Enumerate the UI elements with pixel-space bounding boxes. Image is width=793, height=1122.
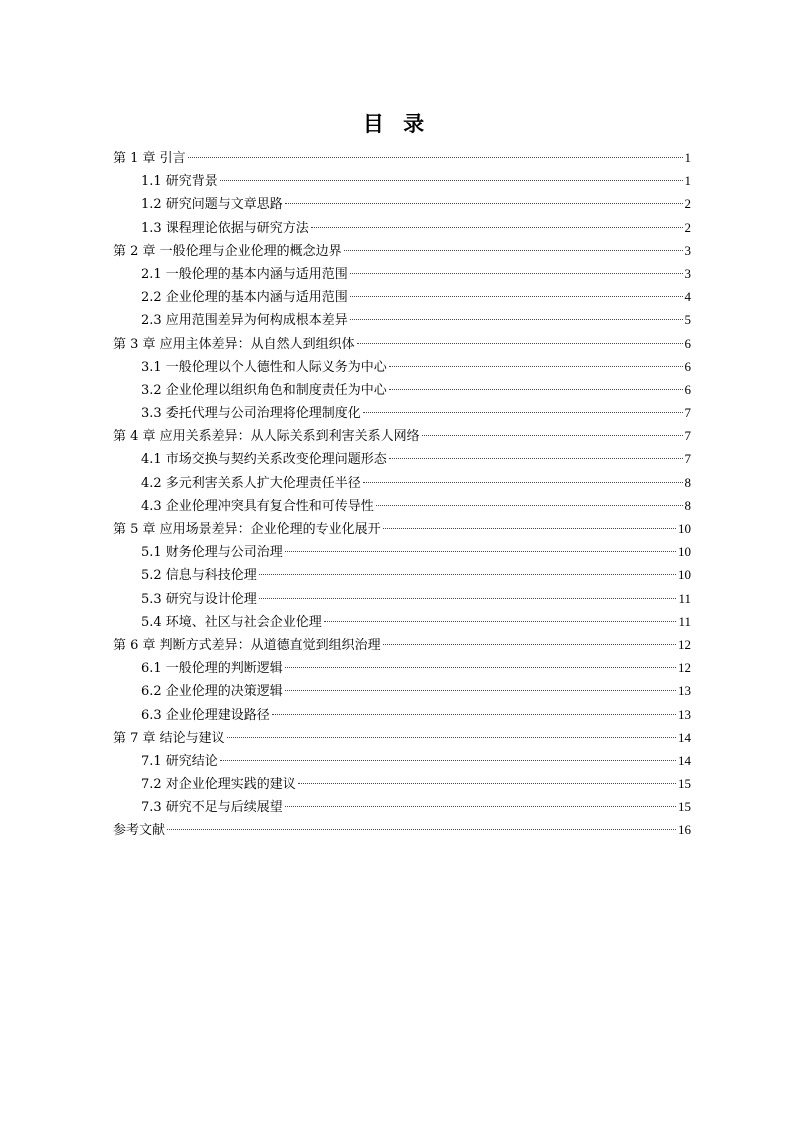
toc-page-number: 15 (678, 776, 691, 792)
toc-entry-label: 5.2 信息与科技伦理 (141, 568, 257, 584)
dot-leader (344, 250, 683, 251)
toc-section-entry[interactable] (113, 795, 691, 818)
toc-page-number: 4 (684, 289, 691, 305)
dot-leader (285, 690, 676, 691)
toc-page-number: 13 (678, 706, 691, 722)
toc-entry-label: 第 7 章 结论与建议 (113, 730, 225, 746)
toc-entry-label: 2.1 一般伦理的基本内涵与适用范围 (141, 266, 348, 282)
toc-page-number: 11 (678, 613, 691, 629)
toc-entry-label: 第 2 章 一般伦理与企业伦理的概念边界 (113, 243, 342, 259)
toc-page-number: 8 (684, 497, 691, 513)
toc-section-entry[interactable] (113, 401, 691, 424)
toc-section-entry[interactable] (113, 679, 691, 702)
toc-page-number: 10 (678, 521, 691, 536)
toc-section-entry[interactable] (113, 656, 691, 679)
dot-leader (363, 482, 683, 483)
toc-chapter-entry[interactable] (113, 146, 691, 169)
toc-chapter-entry[interactable] (113, 818, 691, 841)
toc-page-number: 5 (684, 312, 691, 328)
toc-entry-label: 6.1 一般伦理的判断逻辑 (141, 661, 283, 677)
toc-section-entry[interactable] (113, 772, 691, 795)
dot-leader (259, 598, 677, 599)
toc-page-number: 10 (678, 567, 691, 583)
dot-leader (285, 806, 676, 807)
page-title: 目 录 (362, 111, 431, 137)
toc-section-entry[interactable] (113, 285, 691, 308)
toc-page-number: 7 (684, 451, 691, 467)
toc-section-entry[interactable] (113, 355, 691, 378)
dot-leader (285, 203, 683, 204)
toc-entry-label: 4.2 多元利害关系人扩大伦理责任半径 (141, 475, 361, 491)
toc-chapter-entry[interactable] (113, 239, 691, 262)
toc-entry-label: 第 1 章 引言 (113, 151, 186, 166)
dot-leader (383, 644, 676, 645)
toc-page-number: 16 (678, 822, 691, 838)
toc-page-number: 3 (684, 265, 691, 281)
toc-entry-label: 6.2 企业伦理的决策逻辑 (141, 684, 283, 700)
toc-entry-label: 3.1 一般伦理以个人德性和人际义务为中心 (141, 359, 387, 375)
toc-entry-label: 3.3 委托代理与公司治理将伦理制度化 (141, 406, 361, 422)
toc-chapter-entry[interactable] (113, 517, 691, 540)
toc-entry-label: 1.2 研究问题与文章思路 (141, 197, 283, 213)
toc-page-number: 11 (678, 590, 691, 606)
toc-section-entry[interactable] (113, 192, 691, 215)
toc-entry-label: 5.4 环境、社区与社会企业伦理 (141, 614, 322, 630)
toc-section-entry[interactable] (113, 471, 691, 494)
toc-chapter-entry[interactable] (113, 726, 691, 749)
toc-section-entry[interactable] (113, 216, 691, 239)
dot-leader (227, 737, 676, 738)
toc-entry-label: 7.3 研究不足与后续展望 (141, 800, 283, 816)
toc-entry-label: 第 4 章 应用关系差异：从人际关系到利害关系人网络 (113, 429, 420, 445)
dot-leader (220, 180, 683, 181)
toc-entry-label: 4.1 市场交换与契约关系改变伦理问题形态 (141, 452, 387, 468)
toc-chapter-entry[interactable] (113, 332, 691, 355)
dot-leader (363, 412, 683, 413)
dot-leader (298, 783, 676, 784)
toc-page-number: 1 (684, 150, 691, 165)
dot-leader (389, 458, 683, 459)
toc-section-entry[interactable] (113, 587, 691, 610)
toc-section-entry[interactable] (113, 308, 691, 331)
dot-leader (272, 714, 676, 715)
dot-leader (389, 366, 683, 367)
dot-leader (188, 157, 683, 158)
toc-entry-label: 2.3 应用范围差异为何构成根本差异 (141, 313, 348, 329)
toc-entry-label: 5.1 财务伦理与公司治理 (141, 545, 283, 561)
dot-leader (357, 343, 683, 344)
dot-leader (167, 829, 676, 830)
table-of-contents (113, 146, 691, 842)
toc-page-number: 13 (678, 683, 691, 699)
toc-page-number: 8 (684, 474, 691, 490)
dot-leader (376, 505, 683, 506)
dot-leader (285, 551, 676, 552)
toc-entry-label: 第 6 章 判断方式差异：从道德直觉到组织治理 (113, 637, 381, 653)
dot-leader (259, 574, 676, 575)
toc-page-number: 10 (678, 544, 691, 560)
toc-entry-label: 1.1 研究背景 (141, 174, 218, 190)
toc-entry-label: 7.2 对企业伦理实践的建议 (141, 777, 296, 793)
dot-leader (350, 296, 683, 297)
toc-section-entry[interactable] (113, 262, 691, 285)
toc-page-number: 3 (684, 242, 691, 258)
toc-entry-label: 3.2 企业伦理以组织角色和制度责任为中心 (141, 382, 387, 398)
toc-chapter-entry[interactable] (113, 633, 691, 656)
toc-entry-label: 6.3 企业伦理建设路径 (141, 707, 270, 723)
toc-section-entry[interactable] (113, 447, 691, 470)
dot-leader (389, 389, 683, 390)
toc-entry-label: 7.1 研究结论 (141, 753, 218, 769)
toc-section-entry[interactable] (113, 378, 691, 401)
toc-entry-label: 第 5 章 应用场景差异：企业伦理的专业化展开 (113, 522, 381, 537)
dot-leader (311, 227, 683, 228)
dot-leader (220, 760, 676, 761)
toc-page-number: 14 (678, 729, 691, 745)
toc-chapter-entry[interactable] (113, 424, 691, 447)
toc-page-number: 7 (684, 405, 691, 421)
toc-page-number: 6 (684, 335, 691, 351)
toc-page-number: 6 (684, 381, 691, 397)
toc-section-entry[interactable] (113, 563, 691, 586)
dot-leader (285, 667, 676, 668)
toc-page-number: 12 (678, 660, 691, 676)
dot-leader (422, 435, 683, 436)
toc-page-number: 12 (678, 636, 691, 652)
dot-leader (350, 319, 683, 320)
toc-entry-label: 参考文献 (113, 823, 166, 839)
dot-leader (383, 528, 676, 529)
toc-page-number: 7 (684, 428, 691, 444)
dot-leader (350, 273, 683, 274)
toc-page-number: 2 (684, 196, 691, 212)
toc-entry-label: 5.3 研究与设计伦理 (141, 591, 257, 607)
toc-page-number: 6 (684, 358, 691, 374)
toc-section-entry[interactable] (113, 540, 691, 563)
toc-page-number: 15 (678, 799, 691, 815)
dot-leader (324, 621, 677, 622)
toc-entry-label: 第 3 章 应用主体差异：从自然人到组织体 (113, 336, 355, 352)
toc-page-number: 14 (678, 752, 691, 768)
toc-page-number: 1 (684, 173, 691, 189)
toc-section-entry[interactable] (113, 169, 691, 192)
toc-entry-label: 1.3 课程理论依据与研究方法 (141, 220, 309, 236)
toc-section-entry[interactable] (113, 610, 691, 633)
toc-section-entry[interactable] (113, 494, 691, 517)
toc-section-entry[interactable] (113, 703, 691, 726)
toc-section-entry[interactable] (113, 749, 691, 772)
toc-entry-label: 4.3 企业伦理冲突具有复合性和可传导性 (141, 498, 374, 514)
toc-entry-label: 2.2 企业伦理的基本内涵与适用范围 (141, 290, 348, 306)
toc-page-number: 2 (684, 219, 691, 235)
